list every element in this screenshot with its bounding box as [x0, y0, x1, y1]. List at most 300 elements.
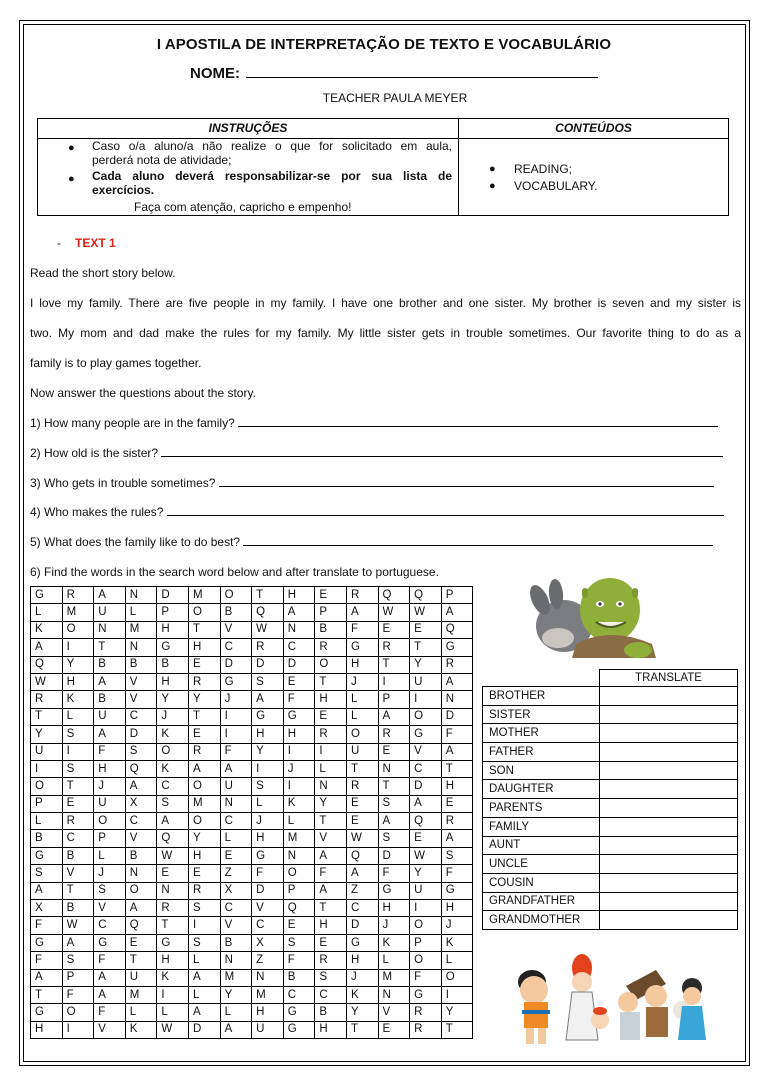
grid-cell[interactable]: N — [283, 621, 315, 638]
grid-cell[interactable]: E — [188, 726, 220, 743]
grid-cell[interactable]: T — [315, 813, 347, 830]
grid-cell[interactable]: T — [441, 760, 473, 777]
grid-cell[interactable]: S — [62, 952, 94, 969]
answer-line-3[interactable] — [219, 476, 714, 487]
grid-cell[interactable]: X — [220, 882, 252, 899]
grid-cell[interactable]: L — [31, 813, 63, 830]
grid-cell[interactable]: L — [220, 1004, 252, 1021]
grid-cell[interactable]: F — [378, 865, 410, 882]
translation-answer-cell[interactable] — [600, 817, 738, 836]
grid-cell[interactable]: T — [410, 639, 442, 656]
grid-cell[interactable]: F — [94, 1004, 126, 1021]
grid-cell[interactable]: J — [94, 865, 126, 882]
grid-cell[interactable]: P — [378, 691, 410, 708]
grid-cell[interactable]: F — [441, 726, 473, 743]
grid-cell[interactable]: S — [62, 760, 94, 777]
grid-cell[interactable]: M — [378, 969, 410, 986]
grid-cell[interactable]: T — [378, 778, 410, 795]
grid-cell[interactable]: R — [62, 587, 94, 604]
grid-cell[interactable]: E — [346, 795, 378, 812]
grid-cell[interactable]: Z — [346, 882, 378, 899]
grid-cell[interactable]: E — [125, 934, 157, 951]
grid-cell[interactable]: D — [346, 917, 378, 934]
grid-cell[interactable]: B — [315, 621, 347, 638]
grid-cell[interactable]: C — [94, 917, 126, 934]
grid-cell[interactable]: T — [31, 708, 63, 725]
grid-cell[interactable]: J — [94, 778, 126, 795]
grid-cell[interactable]: G — [94, 934, 126, 951]
grid-cell[interactable]: N — [220, 795, 252, 812]
grid-cell[interactable]: D — [125, 726, 157, 743]
grid-cell[interactable]: B — [220, 604, 252, 621]
grid-cell[interactable]: X — [31, 900, 63, 917]
grid-cell[interactable]: A — [125, 778, 157, 795]
grid-cell[interactable]: E — [410, 621, 442, 638]
grid-cell[interactable]: A — [125, 900, 157, 917]
grid-cell[interactable]: G — [441, 639, 473, 656]
translation-answer-cell[interactable] — [600, 873, 738, 892]
grid-cell[interactable]: X — [125, 795, 157, 812]
grid-cell[interactable]: S — [252, 673, 284, 690]
grid-cell[interactable]: O — [94, 813, 126, 830]
grid-cell[interactable]: I — [315, 743, 347, 760]
grid-cell[interactable]: N — [378, 760, 410, 777]
grid-cell[interactable]: M — [125, 621, 157, 638]
grid-cell[interactable]: Q — [378, 587, 410, 604]
grid-cell[interactable]: W — [252, 621, 284, 638]
grid-cell[interactable]: C — [283, 639, 315, 656]
grid-cell[interactable]: Y — [410, 865, 442, 882]
grid-cell[interactable]: S — [441, 847, 473, 864]
grid-cell[interactable]: E — [283, 917, 315, 934]
grid-cell[interactable]: Y — [31, 726, 63, 743]
grid-cell[interactable]: G — [283, 1004, 315, 1021]
grid-cell[interactable]: V — [220, 621, 252, 638]
name-blank-line[interactable] — [246, 64, 598, 78]
grid-cell[interactable]: I — [31, 760, 63, 777]
grid-cell[interactable]: A — [346, 865, 378, 882]
grid-cell[interactable]: P — [441, 587, 473, 604]
grid-cell[interactable]: E — [441, 795, 473, 812]
grid-cell[interactable]: O — [188, 778, 220, 795]
grid-cell[interactable]: D — [252, 882, 284, 899]
grid-cell[interactable]: P — [283, 882, 315, 899]
grid-cell[interactable]: D — [283, 656, 315, 673]
grid-cell[interactable]: S — [315, 969, 347, 986]
grid-cell[interactable]: M — [252, 986, 284, 1003]
grid-cell[interactable]: S — [252, 778, 284, 795]
grid-cell[interactable]: K — [31, 621, 63, 638]
grid-cell[interactable]: M — [188, 795, 220, 812]
grid-cell[interactable]: G — [157, 934, 189, 951]
grid-cell[interactable]: H — [378, 900, 410, 917]
grid-cell[interactable]: B — [125, 656, 157, 673]
grid-cell[interactable]: W — [157, 847, 189, 864]
grid-cell[interactable]: T — [94, 639, 126, 656]
grid-cell[interactable]: L — [441, 952, 473, 969]
grid-cell[interactable]: I — [410, 691, 442, 708]
grid-cell[interactable]: S — [188, 934, 220, 951]
grid-cell[interactable]: H — [252, 830, 284, 847]
grid-cell[interactable]: G — [441, 882, 473, 899]
grid-cell[interactable]: T — [62, 778, 94, 795]
grid-cell[interactable]: M — [188, 587, 220, 604]
grid-cell[interactable]: L — [346, 708, 378, 725]
grid-cell[interactable]: W — [346, 830, 378, 847]
grid-cell[interactable]: D — [410, 778, 442, 795]
grid-cell[interactable]: A — [188, 969, 220, 986]
grid-cell[interactable]: A — [220, 760, 252, 777]
grid-cell[interactable]: H — [346, 952, 378, 969]
grid-cell[interactable]: H — [157, 952, 189, 969]
grid-cell[interactable]: F — [94, 952, 126, 969]
grid-cell[interactable]: O — [157, 743, 189, 760]
grid-cell[interactable]: M — [283, 830, 315, 847]
answer-line-2[interactable] — [161, 446, 723, 457]
grid-cell[interactable]: B — [157, 656, 189, 673]
grid-cell[interactable]: C — [220, 900, 252, 917]
grid-cell[interactable]: V — [94, 1021, 126, 1038]
grid-cell[interactable]: J — [283, 760, 315, 777]
grid-cell[interactable]: S — [188, 900, 220, 917]
grid-cell[interactable]: A — [346, 604, 378, 621]
grid-cell[interactable]: O — [188, 604, 220, 621]
grid-cell[interactable]: F — [252, 865, 284, 882]
grid-cell[interactable]: W — [157, 1021, 189, 1038]
grid-cell[interactable]: Q — [410, 587, 442, 604]
grid-cell[interactable]: V — [125, 691, 157, 708]
grid-cell[interactable]: C — [283, 986, 315, 1003]
grid-cell[interactable]: L — [283, 813, 315, 830]
grid-cell[interactable]: L — [62, 708, 94, 725]
grid-cell[interactable]: L — [315, 760, 347, 777]
grid-cell[interactable]: H — [283, 726, 315, 743]
grid-cell[interactable]: U — [94, 708, 126, 725]
grid-cell[interactable]: E — [157, 865, 189, 882]
grid-cell[interactable]: H — [315, 1021, 347, 1038]
grid-cell[interactable]: H — [441, 778, 473, 795]
grid-cell[interactable]: W — [378, 604, 410, 621]
grid-cell[interactable]: A — [62, 934, 94, 951]
grid-cell[interactable]: H — [62, 673, 94, 690]
grid-cell[interactable]: O — [125, 882, 157, 899]
grid-cell[interactable]: V — [125, 830, 157, 847]
grid-cell[interactable]: I — [378, 673, 410, 690]
grid-cell[interactable]: V — [315, 830, 347, 847]
grid-cell[interactable]: Y — [410, 656, 442, 673]
grid-cell[interactable]: V — [94, 900, 126, 917]
grid-cell[interactable]: C — [220, 639, 252, 656]
grid-cell[interactable]: T — [188, 621, 220, 638]
grid-cell[interactable]: S — [283, 934, 315, 951]
grid-cell[interactable]: D — [157, 587, 189, 604]
grid-cell[interactable]: K — [378, 934, 410, 951]
grid-cell[interactable]: P — [410, 934, 442, 951]
grid-cell[interactable]: Y — [188, 830, 220, 847]
grid-cell[interactable]: R — [441, 656, 473, 673]
grid-cell[interactable]: I — [62, 1021, 94, 1038]
grid-cell[interactable]: T — [346, 1021, 378, 1038]
grid-cell[interactable]: A — [315, 847, 347, 864]
grid-cell[interactable]: F — [62, 986, 94, 1003]
grid-cell[interactable]: F — [283, 952, 315, 969]
grid-cell[interactable]: E — [188, 656, 220, 673]
grid-cell[interactable]: W — [31, 673, 63, 690]
translation-answer-cell[interactable] — [600, 743, 738, 762]
grid-cell[interactable]: F — [283, 691, 315, 708]
grid-cell[interactable]: I — [62, 639, 94, 656]
grid-cell[interactable]: G — [220, 673, 252, 690]
grid-cell[interactable]: R — [188, 743, 220, 760]
grid-cell[interactable]: E — [62, 795, 94, 812]
grid-cell[interactable]: B — [62, 900, 94, 917]
grid-cell[interactable]: F — [346, 621, 378, 638]
grid-cell[interactable]: O — [188, 813, 220, 830]
grid-cell[interactable]: U — [346, 743, 378, 760]
grid-cell[interactable]: Y — [346, 1004, 378, 1021]
grid-cell[interactable]: H — [252, 726, 284, 743]
grid-cell[interactable]: I — [441, 986, 473, 1003]
grid-cell[interactable]: H — [346, 656, 378, 673]
grid-cell[interactable]: L — [125, 604, 157, 621]
grid-cell[interactable]: S — [62, 726, 94, 743]
grid-cell[interactable]: R — [62, 813, 94, 830]
grid-cell[interactable]: D — [378, 847, 410, 864]
grid-cell[interactable]: M — [220, 969, 252, 986]
grid-cell[interactable]: U — [94, 604, 126, 621]
grid-cell[interactable]: Q — [31, 656, 63, 673]
grid-cell[interactable]: B — [94, 656, 126, 673]
grid-cell[interactable]: C — [125, 813, 157, 830]
grid-cell[interactable]: B — [31, 830, 63, 847]
grid-cell[interactable]: V — [125, 673, 157, 690]
grid-cell[interactable]: A — [283, 604, 315, 621]
grid-cell[interactable]: Y — [252, 743, 284, 760]
grid-cell[interactable]: Z — [252, 952, 284, 969]
grid-cell[interactable]: J — [441, 917, 473, 934]
grid-cell[interactable]: N — [378, 986, 410, 1003]
grid-cell[interactable]: C — [410, 760, 442, 777]
grid-cell[interactable]: F — [220, 743, 252, 760]
grid-cell[interactable]: S — [378, 795, 410, 812]
grid-cell[interactable]: R — [346, 778, 378, 795]
grid-cell[interactable]: N — [94, 621, 126, 638]
translation-answer-cell[interactable] — [600, 911, 738, 930]
grid-cell[interactable]: O — [410, 708, 442, 725]
grid-cell[interactable]: J — [346, 969, 378, 986]
grid-cell[interactable]: G — [346, 639, 378, 656]
grid-cell[interactable]: A — [94, 587, 126, 604]
grid-cell[interactable]: A — [31, 882, 63, 899]
grid-cell[interactable]: H — [31, 1021, 63, 1038]
grid-cell[interactable]: S — [378, 830, 410, 847]
grid-cell[interactable]: G — [31, 1004, 63, 1021]
grid-cell[interactable]: E — [315, 708, 347, 725]
grid-cell[interactable]: J — [220, 691, 252, 708]
grid-cell[interactable]: H — [94, 760, 126, 777]
grid-cell[interactable]: N — [220, 952, 252, 969]
grid-cell[interactable]: C — [220, 813, 252, 830]
grid-cell[interactable]: T — [378, 656, 410, 673]
grid-cell[interactable]: G — [378, 882, 410, 899]
grid-cell[interactable]: O — [346, 726, 378, 743]
grid-cell[interactable]: Y — [157, 691, 189, 708]
grid-cell[interactable]: V — [220, 917, 252, 934]
grid-cell[interactable]: N — [441, 691, 473, 708]
grid-cell[interactable]: C — [346, 900, 378, 917]
grid-cell[interactable]: J — [252, 813, 284, 830]
translation-answer-cell[interactable] — [600, 836, 738, 855]
grid-cell[interactable]: A — [31, 969, 63, 986]
grid-cell[interactable]: A — [94, 673, 126, 690]
grid-cell[interactable]: K — [157, 760, 189, 777]
grid-cell[interactable]: I — [62, 743, 94, 760]
grid-cell[interactable]: L — [188, 952, 220, 969]
answer-line-1[interactable] — [238, 416, 718, 427]
grid-cell[interactable]: F — [94, 743, 126, 760]
grid-cell[interactable]: B — [125, 847, 157, 864]
grid-cell[interactable]: G — [283, 708, 315, 725]
translation-answer-cell[interactable] — [600, 724, 738, 743]
grid-cell[interactable]: W — [410, 847, 442, 864]
grid-cell[interactable]: T — [188, 708, 220, 725]
grid-cell[interactable]: G — [157, 639, 189, 656]
grid-cell[interactable]: J — [346, 673, 378, 690]
grid-cell[interactable]: W — [62, 917, 94, 934]
grid-cell[interactable]: P — [157, 604, 189, 621]
grid-cell[interactable]: U — [220, 778, 252, 795]
grid-cell[interactable]: H — [315, 691, 347, 708]
grid-cell[interactable]: A — [378, 813, 410, 830]
grid-cell[interactable]: O — [62, 621, 94, 638]
grid-cell[interactable]: T — [315, 900, 347, 917]
grid-cell[interactable]: I — [410, 900, 442, 917]
grid-cell[interactable]: G — [252, 847, 284, 864]
grid-cell[interactable]: L — [220, 830, 252, 847]
grid-cell[interactable]: L — [94, 847, 126, 864]
grid-cell[interactable]: R — [188, 882, 220, 899]
grid-cell[interactable]: A — [94, 969, 126, 986]
grid-cell[interactable]: O — [283, 865, 315, 882]
grid-cell[interactable]: V — [378, 1004, 410, 1021]
grid-cell[interactable]: Q — [252, 604, 284, 621]
grid-cell[interactable]: N — [157, 882, 189, 899]
grid-cell[interactable]: K — [346, 986, 378, 1003]
translation-answer-cell[interactable] — [600, 780, 738, 799]
grid-cell[interactable]: N — [283, 847, 315, 864]
grid-cell[interactable]: L — [125, 1004, 157, 1021]
grid-cell[interactable]: B — [315, 1004, 347, 1021]
grid-cell[interactable]: Y — [315, 795, 347, 812]
grid-cell[interactable]: A — [220, 1021, 252, 1038]
grid-cell[interactable]: B — [283, 969, 315, 986]
grid-cell[interactable]: T — [157, 917, 189, 934]
grid-cell[interactable]: O — [31, 778, 63, 795]
grid-cell[interactable]: D — [252, 656, 284, 673]
grid-cell[interactable]: E — [315, 587, 347, 604]
grid-cell[interactable]: I — [252, 760, 284, 777]
grid-cell[interactable]: F — [441, 865, 473, 882]
grid-cell[interactable]: C — [252, 917, 284, 934]
grid-cell[interactable]: T — [315, 673, 347, 690]
grid-cell[interactable]: Z — [220, 865, 252, 882]
grid-cell[interactable]: K — [157, 726, 189, 743]
grid-cell[interactable]: A — [441, 743, 473, 760]
grid-cell[interactable]: V — [252, 900, 284, 917]
grid-cell[interactable]: D — [220, 656, 252, 673]
grid-cell[interactable]: E — [410, 830, 442, 847]
grid-cell[interactable]: S — [125, 743, 157, 760]
grid-cell[interactable]: Q — [346, 847, 378, 864]
grid-cell[interactable]: S — [157, 795, 189, 812]
grid-cell[interactable]: Q — [157, 830, 189, 847]
grid-cell[interactable]: P — [31, 795, 63, 812]
grid-cell[interactable]: N — [125, 639, 157, 656]
grid-cell[interactable]: N — [125, 865, 157, 882]
grid-cell[interactable]: C — [315, 986, 347, 1003]
grid-cell[interactable]: S — [31, 865, 63, 882]
grid-cell[interactable]: T — [346, 760, 378, 777]
grid-cell[interactable]: E — [315, 934, 347, 951]
grid-cell[interactable]: A — [252, 691, 284, 708]
grid-cell[interactable]: O — [62, 1004, 94, 1021]
grid-cell[interactable]: A — [315, 882, 347, 899]
grid-cell[interactable]: Y — [441, 1004, 473, 1021]
grid-cell[interactable]: T — [441, 1021, 473, 1038]
grid-cell[interactable]: H — [188, 847, 220, 864]
grid-cell[interactable]: R — [378, 639, 410, 656]
grid-cell[interactable]: Q — [125, 917, 157, 934]
grid-cell[interactable]: I — [220, 726, 252, 743]
grid-cell[interactable]: H — [157, 673, 189, 690]
grid-cell[interactable]: C — [157, 778, 189, 795]
grid-cell[interactable]: W — [410, 604, 442, 621]
translation-answer-cell[interactable] — [600, 855, 738, 874]
grid-cell[interactable]: I — [283, 778, 315, 795]
grid-cell[interactable]: G — [31, 934, 63, 951]
translation-answer-cell[interactable] — [600, 705, 738, 724]
grid-cell[interactable]: K — [441, 934, 473, 951]
grid-cell[interactable]: G — [346, 934, 378, 951]
grid-cell[interactable]: T — [125, 952, 157, 969]
grid-cell[interactable]: H — [157, 621, 189, 638]
grid-cell[interactable]: R — [315, 639, 347, 656]
grid-cell[interactable]: G — [31, 587, 63, 604]
grid-cell[interactable]: C — [62, 830, 94, 847]
grid-cell[interactable]: B — [220, 934, 252, 951]
grid-cell[interactable]: R — [315, 726, 347, 743]
grid-cell[interactable]: A — [188, 1004, 220, 1021]
grid-cell[interactable]: E — [188, 865, 220, 882]
grid-cell[interactable]: K — [125, 1021, 157, 1038]
grid-cell[interactable]: F — [31, 952, 63, 969]
grid-cell[interactable]: B — [62, 847, 94, 864]
grid-cell[interactable]: I — [220, 708, 252, 725]
grid-cell[interactable]: U — [410, 673, 442, 690]
grid-cell[interactable]: L — [252, 795, 284, 812]
grid-cell[interactable]: T — [252, 587, 284, 604]
grid-cell[interactable]: K — [283, 795, 315, 812]
grid-cell[interactable]: R — [378, 726, 410, 743]
grid-cell[interactable]: R — [346, 587, 378, 604]
grid-cell[interactable]: Q — [410, 813, 442, 830]
grid-cell[interactable]: A — [157, 813, 189, 830]
grid-cell[interactable]: A — [188, 760, 220, 777]
grid-cell[interactable]: X — [252, 934, 284, 951]
grid-cell[interactable]: Y — [62, 656, 94, 673]
grid-cell[interactable]: A — [378, 708, 410, 725]
grid-cell[interactable]: F — [31, 917, 63, 934]
